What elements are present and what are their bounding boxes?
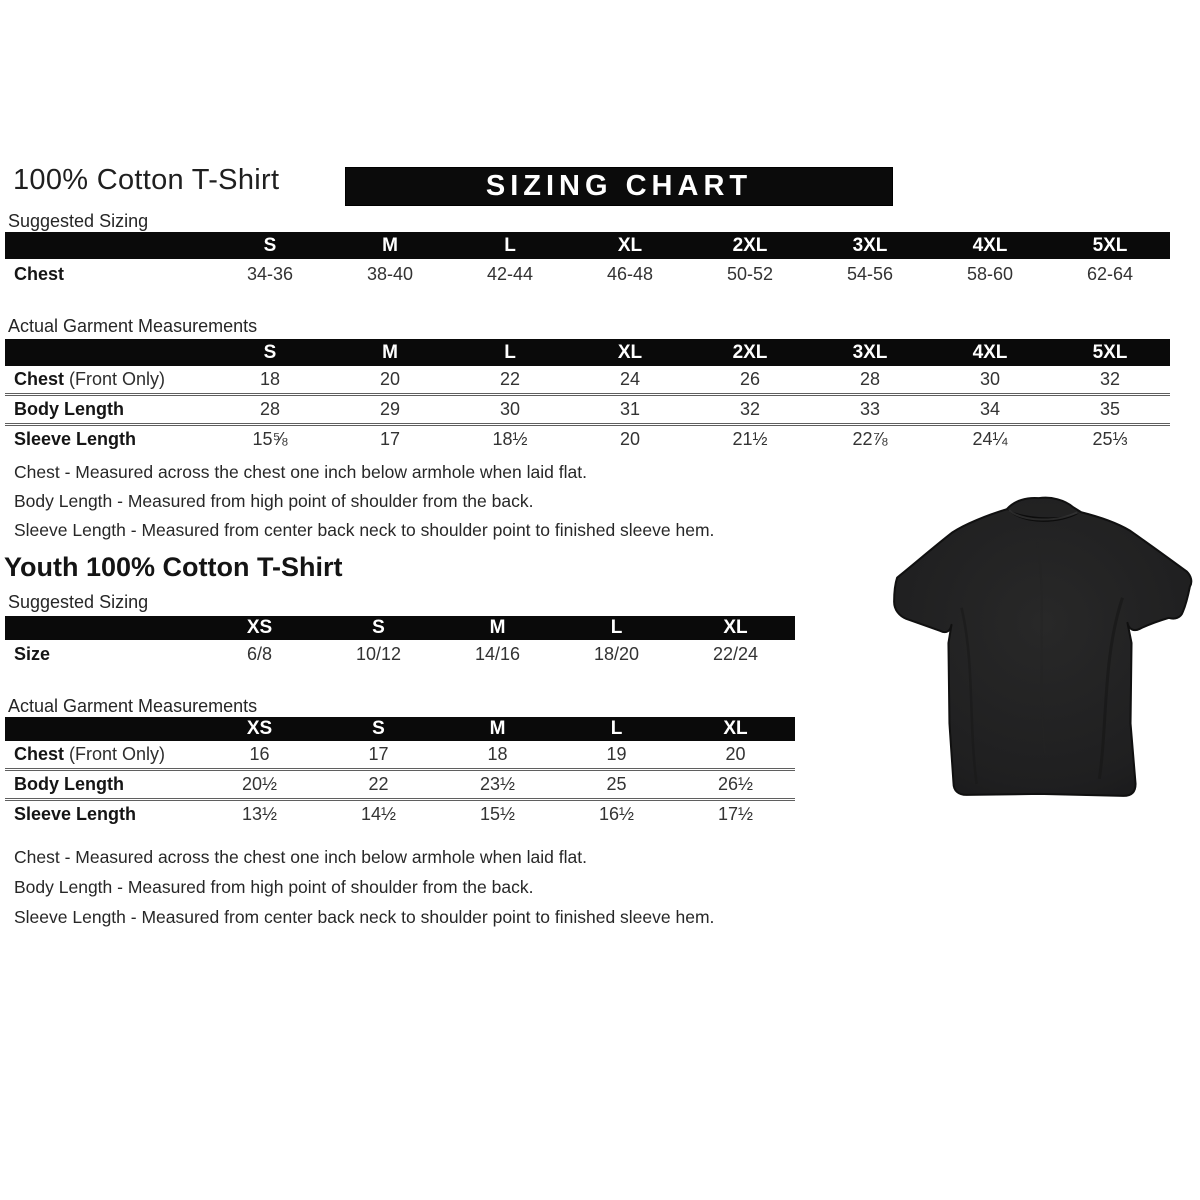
sizing-chart-banner [345,167,893,206]
column-header: L [610,718,623,739]
youth-measurements-header-row [5,717,795,741]
size-cell: 14/16 [474,643,521,664]
column-header: XS [246,718,273,739]
column-header: XL [617,234,643,256]
table-row-chest [5,259,1170,289]
size-cell: 34-36 [246,263,294,284]
row-label-text: Body Length [14,399,124,419]
column-header: M [489,617,506,638]
size-cell: 54-56 [846,263,894,284]
measurement-note: Sleeve Length - Measured from center back neck to shoulder point to finished sleeve hem. [14,520,715,540]
column-header: M [382,234,398,256]
measurement-cell: 13½ [241,804,278,824]
measurement-cell: 32 [1099,369,1121,389]
column-header: L [504,341,516,363]
size-cell: 22/24 [712,643,759,664]
measurement-cell: 17 [379,429,401,449]
measurement-cell: 15½ [479,804,516,824]
row-label-text: Chest [14,369,65,389]
measurement-cell: 30 [979,369,1001,389]
measurement-cell: 17½ [717,804,754,824]
measurement-cell: 25 [606,774,627,794]
measurement-cell: 22⅞ [852,429,888,449]
column-header: S [263,234,277,256]
size-cell: 42-44 [486,263,534,284]
t-shirt-image [886,472,1198,812]
measurement-cell: 28 [859,369,881,389]
row-label-text: Sleeve Length [14,429,137,449]
adult-suggested-sizing-table [5,232,1170,289]
youth-measurement-notes [14,842,714,932]
measurement-cell: 33 [859,399,881,419]
size-cell: 6/8 [246,643,273,664]
measurement-cell: 32 [739,399,761,419]
measurement-cell: 24¼ [972,429,1008,449]
measurement-cell: 35 [1099,399,1121,419]
measurement-cell: 24 [619,369,641,389]
adult-measurements-header-row [5,339,1170,366]
column-header: S [372,617,385,638]
column-header: S [263,341,277,363]
measurement-cell: 20 [619,429,641,449]
measurement-cell: 34 [979,399,1001,419]
row-label-text: Size [14,643,51,664]
column-header: 4XL [972,341,1008,363]
size-cell: 18/20 [593,643,640,664]
measurement-cell: 18½ [492,429,528,449]
size-cell: 10/12 [355,643,402,664]
adult-measurements-table [5,339,1170,453]
youth-measurements-table [5,717,795,828]
measurement-cell: 28 [259,399,281,419]
row-label-text: Chest [14,744,65,764]
measurement-cell: 19 [606,744,627,764]
measurement-cell: 23½ [479,774,516,794]
measurement-note: Body Length - Measured from high point of shoulder from the back. [14,491,534,511]
column-header: L [610,617,623,638]
column-header: 5XL [1092,234,1128,256]
size-cell: 62-64 [1086,263,1134,284]
measurement-note: Chest - Measured across the chest one inch below armhole when laid flat. [14,847,587,867]
row-label [5,264,210,285]
column-header: XL [617,341,643,363]
measurement-cell: 14½ [360,804,397,824]
measurement-note: Body Length - Measured from high point of shoulder from the back. [14,877,534,897]
page-title: 100% Cotton T-Shirt [13,164,280,196]
row-label-note: (Front Only) [69,369,166,389]
table-row-body-length [5,393,1170,423]
row-label [5,804,200,825]
measurement-cell: 21½ [732,429,768,449]
table-row-body-length [5,768,795,798]
column-header: S [372,718,385,739]
column-header: 2XL [732,234,768,256]
t-shirt-graphic [886,472,1198,812]
row-label [5,774,200,795]
size-cell: 46-48 [606,263,654,284]
measurement-note: Sleeve Length - Measured from center back neck to shoulder point to finished sleeve hem. [14,907,715,927]
measurement-cell: 20 [725,744,746,764]
youth-measurements-label: Actual Garment Measurements [8,696,258,716]
size-cell: 58-60 [966,263,1014,284]
row-label-text: Sleeve Length [14,804,137,824]
column-header: XL [723,718,748,739]
adult-suggested-sizing-label: Suggested Sizing [8,211,149,231]
measurement-cell: 22 [499,369,521,389]
column-header: L [504,234,516,256]
table-row-size [5,640,795,668]
measurement-cell: 22 [368,774,389,794]
adult-measurement-notes [14,458,714,545]
youth-suggested-sizing-table [5,616,795,668]
measurement-note: Chest - Measured across the chest one inch below armhole when laid flat. [14,462,587,482]
table-row-chest-front-only [5,366,1170,393]
measurement-cell: 18 [487,744,508,764]
row-label [5,369,210,390]
column-header: 2XL [732,341,768,363]
table-row-chest-front-only [5,741,795,768]
measurement-cell: 30 [499,399,521,419]
column-header: 4XL [972,234,1008,256]
column-header: XS [246,617,273,638]
row-label [5,429,210,450]
column-header: 5XL [1092,341,1128,363]
measurement-cell: 25⅓ [1092,429,1128,449]
measurement-cell: 17 [368,744,389,764]
measurement-cell: 20½ [241,774,278,794]
measurement-cell: 29 [379,399,401,419]
measurement-cell: 26½ [717,774,754,794]
row-label [5,644,200,665]
table-row-sleeve-length [5,798,795,828]
column-header: 3XL [852,234,888,256]
measurement-cell: 20 [379,369,401,389]
table-row-sleeve-length [5,423,1170,453]
row-label-note: (Front Only) [69,744,166,764]
measurement-cell: 16 [249,744,270,764]
adult-measurements-label: Actual Garment Measurements [8,316,258,336]
size-cell: 38-40 [366,263,414,284]
measurement-cell: 26 [739,369,761,389]
size-cell: 50-52 [726,263,774,284]
youth-title: Youth 100% Cotton T-Shirt [4,552,343,582]
measurement-cell: 18 [259,369,281,389]
measurement-cell: 31 [619,399,641,419]
row-label [5,744,200,765]
sizing-chart-banner-text: SIZING CHART [485,170,753,202]
column-header: 3XL [852,341,888,363]
column-header: M [382,341,398,363]
measurement-cell: 15⅝ [252,429,288,449]
row-label [5,399,210,420]
column-header: M [489,718,506,739]
youth-suggested-sizing-label: Suggested Sizing [8,592,149,612]
youth-suggested-header-row [5,616,795,640]
column-header: XL [723,617,748,638]
adult-suggested-header-row [5,232,1170,259]
row-label-text: Body Length [14,774,124,794]
row-label-text: Chest [14,263,65,284]
measurement-cell: 16½ [598,804,635,824]
